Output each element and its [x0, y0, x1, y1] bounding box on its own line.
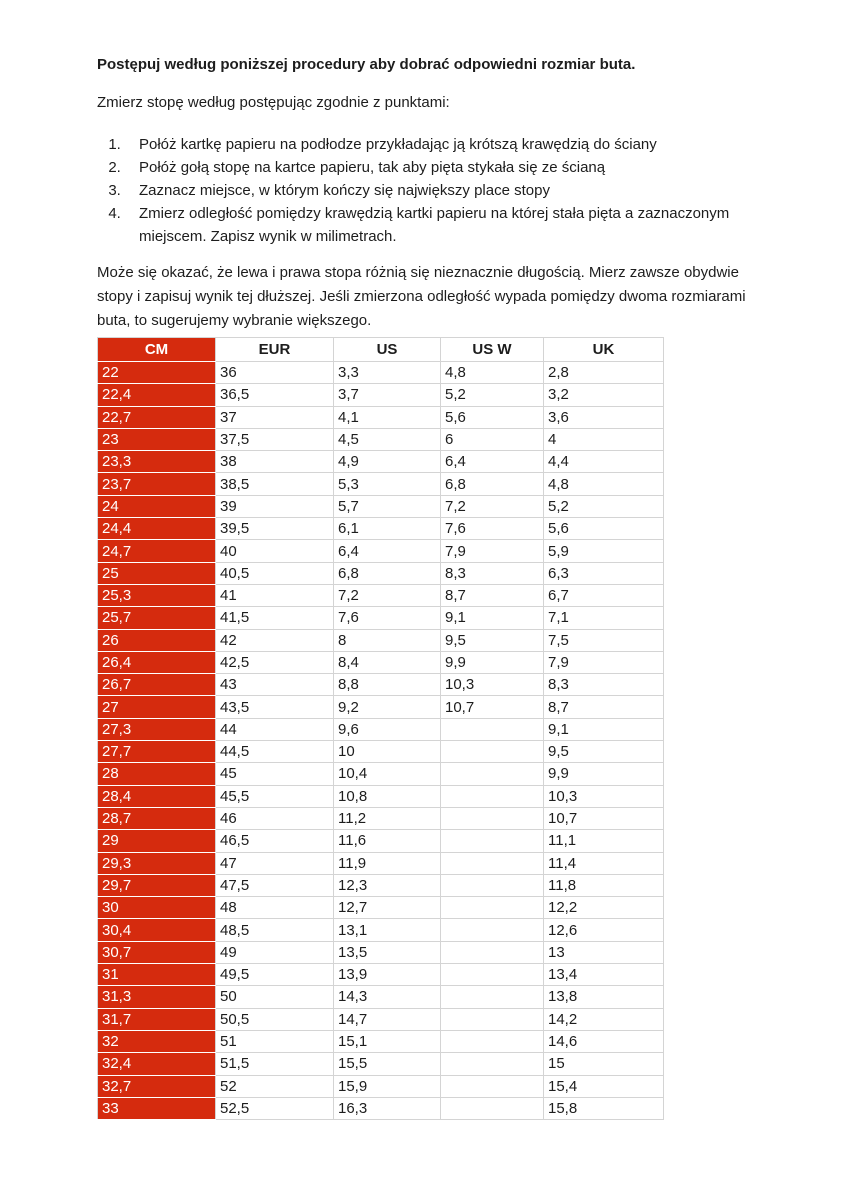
cell-eur: 51,5	[216, 1053, 334, 1075]
cell-cm: 30,4	[98, 919, 216, 941]
cell-us: 10,4	[334, 763, 441, 785]
cell-us-w	[441, 718, 544, 740]
cell-uk: 8,7	[544, 696, 664, 718]
cell-cm: 32,7	[98, 1075, 216, 1097]
cell-eur: 38,5	[216, 473, 334, 495]
cell-cm: 27	[98, 696, 216, 718]
cell-us-w	[441, 1097, 544, 1119]
size-table	[97, 337, 664, 1120]
cell-us-w	[441, 919, 544, 941]
table-row	[98, 941, 664, 963]
cell-cm: 28	[98, 763, 216, 785]
cell-cm: 22,7	[98, 406, 216, 428]
cell-us: 10,8	[334, 785, 441, 807]
cell-uk: 10,7	[544, 807, 664, 829]
cell-eur: 48	[216, 897, 334, 919]
cell-eur: 47	[216, 852, 334, 874]
table-row	[98, 451, 664, 473]
cell-eur: 48,5	[216, 919, 334, 941]
step-item-4: 4. Zmierz odległość pomiędzy krawędzią kartki papieru na której stała pięta a zaznaczonym miejscem. Zapisz wynik w milimetrach.	[125, 202, 747, 248]
cell-uk: 4,8	[544, 473, 664, 495]
cell-us-w	[441, 763, 544, 785]
table-row	[98, 897, 664, 919]
table-row	[98, 830, 664, 852]
cell-us-w: 9,9	[441, 651, 544, 673]
table-row	[98, 785, 664, 807]
cell-us: 6,4	[334, 540, 441, 562]
cell-eur: 36	[216, 362, 334, 384]
cell-cm: 27,3	[98, 718, 216, 740]
cell-uk: 5,9	[544, 540, 664, 562]
cell-cm: 25,7	[98, 607, 216, 629]
cell-cm: 32	[98, 1030, 216, 1052]
cell-us-w	[441, 1053, 544, 1075]
cell-eur: 49	[216, 941, 334, 963]
cell-us: 5,3	[334, 473, 441, 495]
table-row	[98, 696, 664, 718]
table-row	[98, 362, 664, 384]
cell-eur: 42,5	[216, 651, 334, 673]
cell-us: 5,7	[334, 495, 441, 517]
table-row	[98, 919, 664, 941]
cell-uk: 15,8	[544, 1097, 664, 1119]
cell-eur: 40,5	[216, 562, 334, 584]
cell-us-w: 7,2	[441, 495, 544, 517]
cell-cm: 30,7	[98, 941, 216, 963]
note-paragraph: Może się okazać, że lewa i prawa stopa różnią się nieznacznie długością. Mierz zawsze obydwie stopy i zapisuj wynik tej dłuższej. Jeśli zmierzona odległość wypada pomiędzy dwoma rozmiarami buta, to sugerujemy wybranie większego.	[97, 264, 746, 329]
cell-us-w: 7,6	[441, 518, 544, 540]
cell-us-w: 8,7	[441, 584, 544, 606]
cell-us: 13,1	[334, 919, 441, 941]
cell-eur: 37	[216, 406, 334, 428]
table-row	[98, 852, 664, 874]
cell-us-w	[441, 1075, 544, 1097]
cell-uk: 10,3	[544, 785, 664, 807]
cell-us-w	[441, 874, 544, 896]
cell-eur: 40	[216, 540, 334, 562]
cell-uk: 12,6	[544, 919, 664, 941]
cell-cm: 31	[98, 964, 216, 986]
cell-us: 15,9	[334, 1075, 441, 1097]
table-row	[98, 495, 664, 517]
cell-cm: 25	[98, 562, 216, 584]
cell-uk: 15	[544, 1053, 664, 1075]
cell-eur: 43,5	[216, 696, 334, 718]
table-row	[98, 651, 664, 673]
cell-us-w	[441, 852, 544, 874]
cell-cm: 24,7	[98, 540, 216, 562]
cell-us-w	[441, 1008, 544, 1030]
cell-uk: 12,2	[544, 897, 664, 919]
cell-us-w: 10,3	[441, 674, 544, 696]
cell-us: 11,6	[334, 830, 441, 852]
cell-cm: 22	[98, 362, 216, 384]
cell-uk: 4	[544, 428, 664, 450]
cell-uk: 2,8	[544, 362, 664, 384]
cell-eur: 45	[216, 763, 334, 785]
table-row	[98, 763, 664, 785]
table-row	[98, 428, 664, 450]
table-row	[98, 384, 664, 406]
table-row	[98, 629, 664, 651]
cell-us-w	[441, 897, 544, 919]
cell-eur: 36,5	[216, 384, 334, 406]
cell-us-w: 9,1	[441, 607, 544, 629]
cell-us-w: 5,6	[441, 406, 544, 428]
cell-cm: 31,3	[98, 986, 216, 1008]
cell-uk: 6,7	[544, 584, 664, 606]
cell-uk: 14,6	[544, 1030, 664, 1052]
cell-cm: 31,7	[98, 1008, 216, 1030]
cell-us-w: 7,9	[441, 540, 544, 562]
cell-cm: 27,7	[98, 741, 216, 763]
cell-eur: 43	[216, 674, 334, 696]
cell-us-w	[441, 830, 544, 852]
cell-us: 6,8	[334, 562, 441, 584]
cell-eur: 46	[216, 807, 334, 829]
table-row	[98, 986, 664, 1008]
cell-uk: 7,9	[544, 651, 664, 673]
table-row	[98, 1053, 664, 1075]
cell-us: 15,1	[334, 1030, 441, 1052]
cell-us: 14,3	[334, 986, 441, 1008]
cell-us: 9,6	[334, 718, 441, 740]
table-row	[98, 1008, 664, 1030]
cell-eur: 50,5	[216, 1008, 334, 1030]
cell-us-w: 6,4	[441, 451, 544, 473]
cell-us-w	[441, 986, 544, 1008]
cell-us: 3,3	[334, 362, 441, 384]
cell-us: 13,5	[334, 941, 441, 963]
cell-us: 12,3	[334, 874, 441, 896]
cell-cm: 28,4	[98, 785, 216, 807]
cell-uk: 5,2	[544, 495, 664, 517]
table-row	[98, 1075, 664, 1097]
cell-eur: 46,5	[216, 830, 334, 852]
cell-cm: 22,4	[98, 384, 216, 406]
cell-us: 4,1	[334, 406, 441, 428]
cell-eur: 44	[216, 718, 334, 740]
cell-cm: 32,4	[98, 1053, 216, 1075]
cell-us: 14,7	[334, 1008, 441, 1030]
cell-eur: 49,5	[216, 964, 334, 986]
cell-eur: 39	[216, 495, 334, 517]
cell-uk: 6,3	[544, 562, 664, 584]
cell-cm: 24,4	[98, 518, 216, 540]
cell-cm: 28,7	[98, 807, 216, 829]
cell-cm: 30	[98, 897, 216, 919]
cell-us: 12,7	[334, 897, 441, 919]
cell-us-w	[441, 1030, 544, 1052]
table-row	[98, 964, 664, 986]
cell-eur: 45,5	[216, 785, 334, 807]
cell-cm: 29,3	[98, 852, 216, 874]
cell-uk: 13,8	[544, 986, 664, 1008]
cell-eur: 38	[216, 451, 334, 473]
cell-uk: 8,3	[544, 674, 664, 696]
cell-us-w: 6	[441, 428, 544, 450]
cell-cm: 24	[98, 495, 216, 517]
table-row	[98, 674, 664, 696]
cell-cm: 26,4	[98, 651, 216, 673]
table-row	[98, 540, 664, 562]
cell-uk: 9,9	[544, 763, 664, 785]
cell-us: 11,9	[334, 852, 441, 874]
table-row	[98, 473, 664, 495]
step-item-2: 2. Połóż gołą stopę na kartce papieru, tak aby pięta stykała się ze ścianą	[125, 156, 747, 179]
cell-us-w: 4,8	[441, 362, 544, 384]
cell-us: 10	[334, 741, 441, 763]
cell-us-w: 5,2	[441, 384, 544, 406]
intro-paragraph: Zmierz stopę według postępując zgodnie z punktami:	[97, 94, 450, 111]
cell-us-w: 6,8	[441, 473, 544, 495]
cell-us: 4,9	[334, 451, 441, 473]
cell-uk: 11,8	[544, 874, 664, 896]
cell-cm: 23,7	[98, 473, 216, 495]
cell-cm: 33	[98, 1097, 216, 1119]
cell-cm: 23	[98, 428, 216, 450]
cell-us: 4,5	[334, 428, 441, 450]
cell-eur: 39,5	[216, 518, 334, 540]
cell-us: 8,8	[334, 674, 441, 696]
cell-us-w: 10,7	[441, 696, 544, 718]
table-row	[98, 562, 664, 584]
header-us: US	[334, 338, 441, 362]
cell-eur: 47,5	[216, 874, 334, 896]
cell-eur: 44,5	[216, 741, 334, 763]
table-row	[98, 518, 664, 540]
cell-uk: 3,6	[544, 406, 664, 428]
header-uk: UK	[544, 338, 664, 362]
table-row	[98, 874, 664, 896]
cell-eur: 41	[216, 584, 334, 606]
table-row	[98, 807, 664, 829]
cell-us-w	[441, 941, 544, 963]
cell-eur: 51	[216, 1030, 334, 1052]
cell-uk: 3,2	[544, 384, 664, 406]
cell-us: 8	[334, 629, 441, 651]
table-row	[98, 718, 664, 740]
cell-us-w	[441, 785, 544, 807]
cell-us: 8,4	[334, 651, 441, 673]
cell-us: 9,2	[334, 696, 441, 718]
cell-us: 7,6	[334, 607, 441, 629]
steps-list	[97, 133, 747, 248]
cell-eur: 37,5	[216, 428, 334, 450]
cell-uk: 11,1	[544, 830, 664, 852]
cell-cm: 23,3	[98, 451, 216, 473]
table-row	[98, 607, 664, 629]
cell-cm: 25,3	[98, 584, 216, 606]
cell-uk: 13	[544, 941, 664, 963]
cell-us: 7,2	[334, 584, 441, 606]
cell-uk: 9,5	[544, 741, 664, 763]
cell-us-w: 9,5	[441, 629, 544, 651]
table-row	[98, 584, 664, 606]
cell-uk: 4,4	[544, 451, 664, 473]
size-table-body	[98, 362, 664, 1120]
cell-uk: 11,4	[544, 852, 664, 874]
cell-us: 6,1	[334, 518, 441, 540]
cell-uk: 15,4	[544, 1075, 664, 1097]
cell-eur: 50	[216, 986, 334, 1008]
cell-uk: 5,6	[544, 518, 664, 540]
cell-uk: 14,2	[544, 1008, 664, 1030]
table-row	[98, 741, 664, 763]
header-eur: EUR	[216, 338, 334, 362]
cell-us: 16,3	[334, 1097, 441, 1119]
cell-us: 3,7	[334, 384, 441, 406]
page-title: Postępuj według poniższej procedury aby dobrać odpowiedni rozmiar buta.	[97, 56, 636, 73]
cell-eur: 41,5	[216, 607, 334, 629]
cell-eur: 42	[216, 629, 334, 651]
cell-uk: 7,5	[544, 629, 664, 651]
cell-us: 15,5	[334, 1053, 441, 1075]
cell-us-w	[441, 964, 544, 986]
table-row	[98, 406, 664, 428]
cell-us: 13,9	[334, 964, 441, 986]
table-header-row	[98, 338, 664, 362]
cell-cm: 26,7	[98, 674, 216, 696]
header-us-w: US W	[441, 338, 544, 362]
cell-cm: 29,7	[98, 874, 216, 896]
step-item-3: 3. Zaznacz miejsce, w którym kończy się największy place stopy	[125, 179, 747, 202]
cell-us-w: 8,3	[441, 562, 544, 584]
cell-cm: 26	[98, 629, 216, 651]
cell-us-w	[441, 741, 544, 763]
cell-eur: 52,5	[216, 1097, 334, 1119]
cell-uk: 13,4	[544, 964, 664, 986]
cell-us-w	[441, 807, 544, 829]
cell-us: 11,2	[334, 807, 441, 829]
header-cm: CM	[98, 338, 216, 362]
cell-cm: 29	[98, 830, 216, 852]
cell-eur: 52	[216, 1075, 334, 1097]
table-row	[98, 1030, 664, 1052]
cell-uk: 9,1	[544, 718, 664, 740]
step-item-1: 1. Połóż kartkę papieru na podłodze przykładając ją krótszą krawędzią do ściany	[125, 133, 747, 156]
table-row	[98, 1097, 664, 1119]
cell-uk: 7,1	[544, 607, 664, 629]
